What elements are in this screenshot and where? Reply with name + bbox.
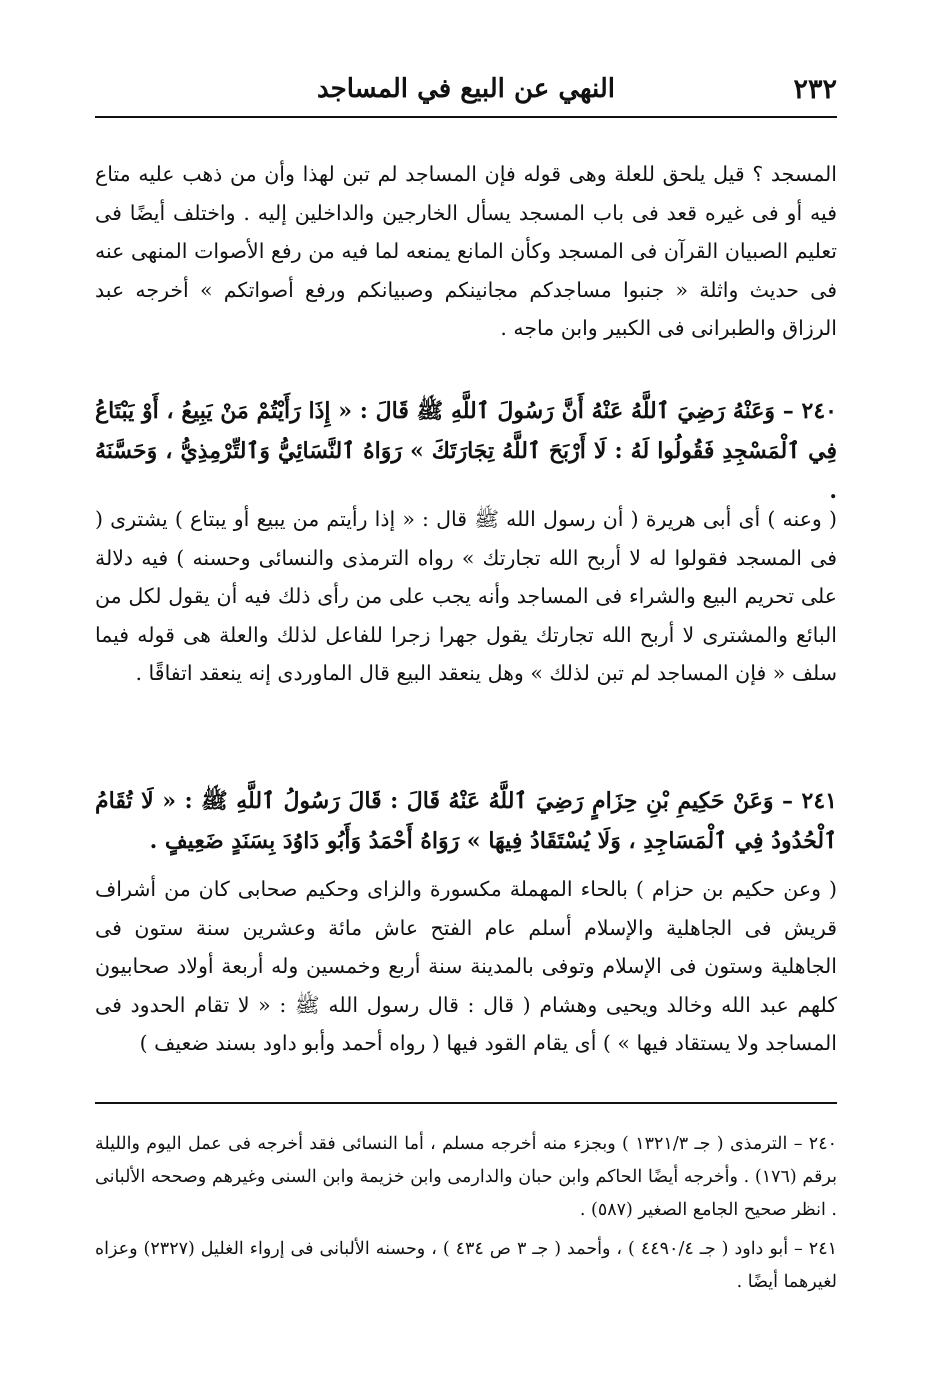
hadith-241: ٢٤١ – وَعَنْ حَكِيمِ بْنِ حِزَامٍ رَضِيَ ٱللَّهُ عَنْهُ قَالَ : قَالَ رَسُولُ ٱللَّهِ ﷺ : « لَا تُقَامُ ٱلْحُدُودُ فِي ٱلْمَسَاجِدِ ، وَلَا يُسْتَقَادُ فِيهَا » رَوَاهُ أَحْمَدُ وَأَبُو دَاوُدَ بِسَنَدٍ ضَعِيفٍ .	[95, 788, 837, 854]
footnote-divider	[95, 1102, 837, 1104]
footnote-241: ٢٤١ – أبو داود ( جـ ٤٤٩٠/٤ ) ، وأحمد ( جـ ٣ ص ٤٣٤ ) ، وحسنه الألبانى فى إرواء الغليل (٢٣٢٧) وعزاه لغيرهما أيضًا .	[95, 1239, 837, 1292]
page-number: ٢٣٢	[793, 74, 837, 105]
footnotes	[95, 1128, 837, 1305]
page-header	[95, 70, 837, 118]
book-page	[95, 70, 837, 1320]
running-title: النهي عن البيع في المساجد	[317, 74, 615, 104]
body-paragraph: المسجد ؟ قيل يلحق للعلة وهى قوله فإن المساجد لم تبن لهذا وأن من ذهب عليه متاع فيه أو فى غيره قعد فى باب المسجد يسأل الخارجين والداخلين إليه . واختلف أيضًا فى تعليم الصبيان القرآن فى المسجد وكأن المانع يمنعه لما فيه من رفع الأصوات المنهى عنه فى حديث واثلة « جنبوا مساجدكم مجانينكم وصبيانكم ورفع أصواتكم » أخرجه عبد الرزاق والطبرانى فى الكبير وابن ماجه .	[95, 162, 837, 340]
commentary-240: ( وعنه ) أى أبى هريرة ( أن رسول الله ﷺ قال : « إذا رأيتم من يبيع أو يبتاع ) يشترى ( فى المسجد فقولوا له لا أربح الله تجارتك » رواه الترمذى والنسائى وحسنه ) فيه دلالة على تحريم البيع والشراء فى المساجد وأنه يجب على من رأى ذلك فيه أن يقول لكل من البائع والمشترى لا أربح الله تجارتك يقول جهرا زجرا للفاعل لذلك والعلة هى قوله فيما سلف « فإن المساجد لم تبن لذلك » وهل ينعقد البيع قال الماوردى إنه ينعقد اتفاقًا .	[95, 507, 837, 685]
commentary-241: ( وعن حكيم بن حزام ) بالحاء المهملة مكسورة والزاى وحكيم صحابى كان من أشراف قريش فى الجاهلية والإسلام أسلم عام الفتح عاش مائة وعشرين سنة ستون فى الجاهلية وستون فى الإسلام وتوفى بالمدينة سنة أربع وخمسين وله أربعة أولاد صحابيون كلهم عبد الله وخالد ويحيى وهشام ( قال : قال رسول الله ﷺ : « لا تقام الحدود فى المساجد ولا يستقاد فيها » ) أى يقام القود فيها ( رواه أحمد وأبو داود بسند ضعيف )	[95, 877, 837, 1055]
hadith-240: ٢٤٠ – وَعَنْهُ رَضِيَ ٱللَّهُ عَنْهُ أَنَّ رَسُولَ ٱللَّهِ ﷺ قَالَ : « إِذَا رَأَيْتُمْ مَنْ يَبِيعُ ، أَوْ يَبْتَاعُ فِي ٱلْمَسْجِدِ فَقُولُوا لَهُ : لَا أَرْبَحَ ٱللَّهُ تِجَارَتَكَ » رَوَاهُ ٱلنَّسَائِيُّ وَٱلتِّرْمِذِيُّ ، وَحَسَّنَهُ .	[95, 398, 837, 504]
footnote-240: ٢٤٠ – الترمذى ( جـ ١٣٢١/٣ ) وبجزء منه أخرجه مسلم ، أما النسائى فقد أخرجه فى عمل اليوم والليلة برقم (١٧٦) . وأخرجه أيضًا الحاكم وابن حبان والدارمى وابن خزيمة وابن السنى وغيرهم وصححه الألبانى . انظر صحيح الجامع الصغير (٥٨٧) .	[95, 1134, 837, 1220]
